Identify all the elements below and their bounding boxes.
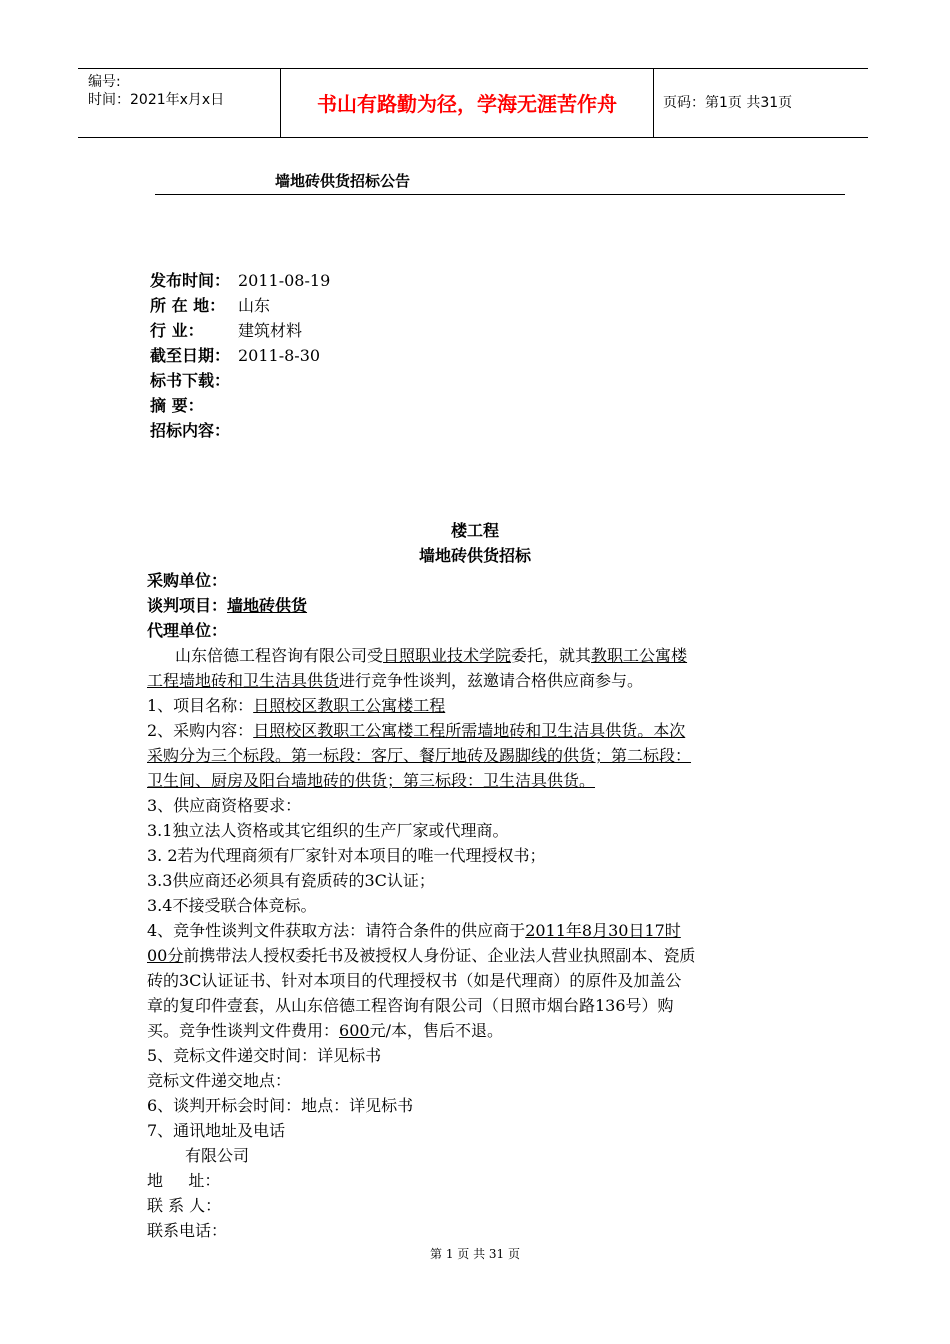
intro-text: 山东倍德工程咨询有限公司受 [175,646,384,665]
item-2-cont [147,768,807,793]
document-number-label: 编号: [88,74,121,90]
agent-label: 代理单位： [147,621,228,640]
meta-row [150,318,330,343]
meta-value: 2011-08-19 [238,271,331,290]
buyer-label: 采购单位： [147,571,228,590]
item-text: 元/本，售后不退。 [369,1021,503,1040]
item-1 [147,693,807,718]
address-label: 地 址： [147,1171,221,1190]
item-4-cont [147,943,807,968]
meta-row [150,393,330,418]
meta-row [150,268,330,293]
item-5-place: 竞标文件递交地点： [147,1071,292,1090]
header-table [78,68,868,138]
item-4-cont [147,1018,807,1043]
item-3-1: 3.1独立法人资格或其它组织的生产厂家或代理商。 [147,821,509,840]
header-center-cell [280,69,654,137]
header-right-cell [653,69,868,137]
item-text: 4、竞争性谈判文件获取方法：请符合条件的供应商于 [147,921,526,940]
meta-label: 招标内容： [150,421,231,440]
meta-row [150,343,330,368]
item-value: 日照校区教职工公寓楼工程所需墙地砖和卫生洁具供货。本次 [253,721,686,740]
item-2-cont [147,743,807,768]
intro-scope: 工程墙地砖和卫生洁具供货 [147,671,340,690]
header-motto: 书山有路勤为径，学海无涯苦作舟 [317,92,617,116]
item-text: 买。竞争性谈判文件费用： [147,1021,340,1040]
intro-text: 委托，就其 [511,646,592,665]
meta-label: 摘 要： [150,396,204,415]
item-3: 3、供应商资格要求： [147,796,302,815]
page-info: 页码：第1页 共31页 [663,95,793,111]
document-body [147,568,807,1243]
section-heading-1: 楼工程 [450,521,499,540]
deadline-time: 00分 [147,946,184,965]
project-line [147,593,807,618]
meta-value: 山东 [238,296,271,315]
meta-label: 行 业： [150,321,204,340]
contact-label: 联 系 人： [147,1196,222,1215]
intro-school: 日照职业技术学院 [383,646,512,665]
intro-text: 进行竞争性谈判，兹邀请合格供应商参与。 [339,671,644,690]
document-title [155,172,845,195]
item-2 [147,718,807,743]
header-left-cell [78,69,280,137]
document-fee: 600 [339,1021,370,1040]
item-3-2: 3. 2若为代理商须有厂家针对本项目的唯一代理授权书； [147,846,546,865]
meta-value: 2011-8-30 [238,346,321,365]
deadline-date: 2011年8月30日17时 [525,921,681,940]
meta-row [150,418,330,443]
item-3-4: 3.4不接受联合体竞标。 [147,896,317,915]
company-name: 有限公司 [185,1146,250,1165]
item-label: 2、采购内容： [147,721,254,740]
meta-row [150,293,330,318]
item-4 [147,918,807,943]
intro-building: 教职工公寓楼 [591,646,688,665]
meta-label: 所 在 地： [150,296,226,315]
phone-label: 联系电话： [147,1221,228,1240]
meta-label: 发布时间： [150,271,231,290]
item-7: 7、通讯地址及电话 [147,1121,286,1140]
item-3-3: 3.3供应商还必须具有瓷质砖的3C认证； [147,871,435,890]
item-value: 卫生间、厨房及阳台墙地砖的供货；第三标段：卫生洁具供货。 [147,771,596,790]
item-5: 5、竞标文件递交时间：详见标书 [147,1046,382,1065]
page-footer: 第 1 页 共 31 页 [430,1247,520,1261]
item-4-cont: 砖的3C认证证书、针对本项目的代理授权书（如是代理商）的原件及加盖公 [147,971,682,990]
item-value: 采购分为三个标段。第一标段：客厅、餐厅地砖及踢脚线的供货；第二标段： [147,746,692,765]
meta-info [150,268,330,443]
meta-row [150,368,330,393]
document-time-label: 时间：2021年x月x日 [88,92,225,108]
intro-line-2 [147,668,807,693]
project-value: 墙地砖供货 [227,596,308,615]
item-label: 1、项目名称： [147,696,254,715]
project-label: 谈判项目： [147,596,228,615]
meta-value: 建筑材料 [238,321,303,340]
item-text: 前携带法人授权委托书及被授权人身份证、企业法人营业执照副本、瓷质 [183,946,696,965]
item-value: 日照校区教职工公寓楼工程 [253,696,446,715]
intro-line-1 [147,643,807,668]
item-6: 6、谈判开标会时间：地点：详见标书 [147,1096,414,1115]
meta-label: 截至日期： [150,346,231,365]
item-4-cont: 章的复印件壹套，从山东倍德工程咨询有限公司（日照市烟台路136号）购 [147,996,674,1015]
meta-label: 标书下载： [150,371,231,390]
document-title-text: 墙地砖供货招标公告 [275,172,411,190]
section-heading-2: 墙地砖供货招标 [418,546,531,565]
